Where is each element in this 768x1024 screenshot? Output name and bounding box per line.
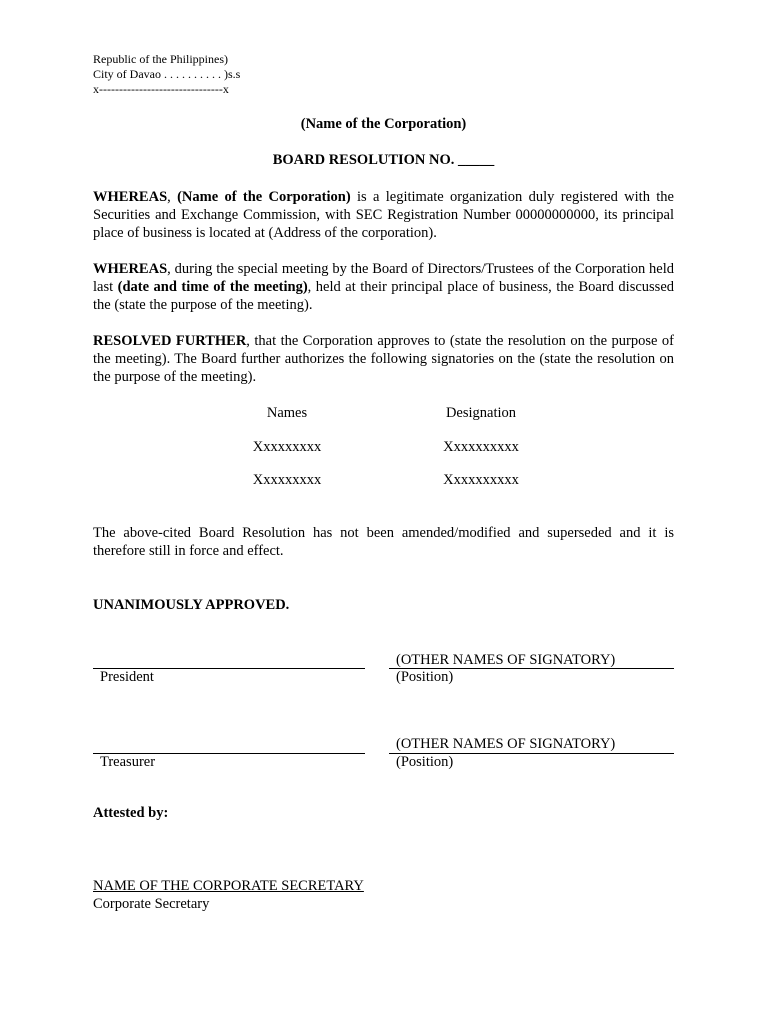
in-force-paragraph: The above-cited Board Resolution has not been amended/modified and superseded and it is therefore still in force and effect.: [93, 525, 674, 559]
resolved-text: , that the Corporation approves to (state the resolution on the purpose of the meeting). The Board further authorizes the following signatories on the (state the resolution on the purpose of the meeting).: [93, 333, 674, 385]
resolved-lead: RESOLVED FURTHER: [93, 333, 247, 349]
whereas-lead: WHEREAS: [93, 189, 168, 205]
table-cell-name: Xxxxxxxxx: [252, 439, 322, 455]
header-line-separator: x-------------------------------x: [93, 82, 229, 96]
corporation-name-bold: (Name of the Corporation): [177, 189, 351, 205]
table-cell-name: Xxxxxxxxx: [252, 472, 322, 488]
role-label-treasurer: Treasurer: [100, 754, 156, 770]
unanimously-approved: UNANIMOUSLY APPROVED.: [93, 597, 290, 613]
whereas-2-text-a: , during the special meeting by the Board of Directors/Trustees of the Corporation held last: [93, 261, 674, 295]
table-header-names: Names: [266, 405, 308, 421]
table-cell-designation: Xxxxxxxxxx: [443, 439, 519, 455]
other-signatory-name: (OTHER NAMES OF SIGNATORY): [396, 736, 616, 752]
header-line-republic: Republic of the Philippines): [93, 52, 228, 66]
whereas-2-text-b: , held at their principal place of business, the Board discussed the (state the purpose of the meeting).: [93, 279, 675, 313]
resolved-paragraph: [93, 332, 674, 386]
whereas-1-text: is a legitimate organization duly registered with the Securities and Exchange Commission, with SEC Registration Number 00000000000, its principal place of business is located at (Address of the corporation).: [93, 189, 674, 241]
whereas-lead: WHEREAS: [93, 261, 168, 277]
corporate-secretary-title: Corporate Secretary: [93, 896, 210, 912]
position-label: (Position): [396, 669, 454, 685]
corporate-secretary-name: NAME OF THE CORPORATE SECRETARY: [93, 878, 364, 894]
whereas-paragraph-1: [93, 188, 674, 242]
venue-header: [93, 52, 240, 97]
header-line-city: City of Davao . . . . . . . . . . )s.s: [93, 67, 241, 81]
whereas-sep: ,: [167, 189, 178, 205]
table-header-designation: Designation: [445, 405, 517, 421]
meeting-date-bold: (date and time of the meeting): [117, 279, 308, 295]
corporation-title: (Name of the Corporation): [300, 116, 467, 132]
position-label: (Position): [396, 754, 454, 770]
other-signatory-name: (OTHER NAMES OF SIGNATORY): [396, 652, 616, 668]
role-label-president: President: [100, 669, 154, 685]
resolution-title: BOARD RESOLUTION NO. _____: [272, 152, 495, 168]
whereas-paragraph-2: [93, 260, 674, 314]
attested-by-label: Attested by:: [93, 805, 169, 821]
table-cell-designation: Xxxxxxxxxx: [443, 472, 519, 488]
